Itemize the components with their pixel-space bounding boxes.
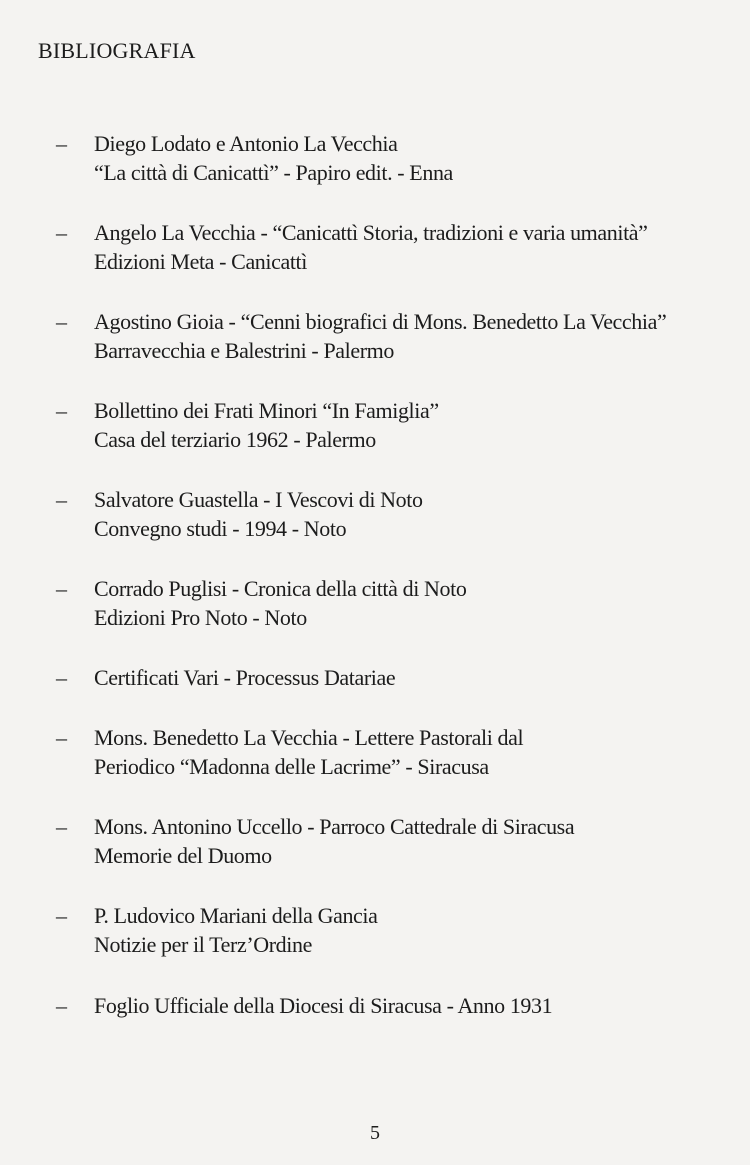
entry-dash: – [56, 398, 67, 423]
entry-text [94, 812, 574, 870]
entry-line: Memorie del Duomo [94, 843, 272, 868]
entry-text [94, 307, 666, 365]
entry-dash: – [56, 725, 67, 750]
entry-text [94, 485, 423, 543]
entry-dash: – [56, 487, 67, 512]
entry-line: Mons. Antonino Uccello - Parroco Cattedrale di Siracusa [94, 814, 575, 839]
entry-text [94, 723, 523, 781]
entry-line: Angelo La Vecchia - “Canicattì Storia, tradizioni e varia umanità” [94, 220, 648, 245]
entry-line: P. Ludovico Mariani della Gancia [94, 903, 378, 928]
entry-line: Mons. Benedetto La Vecchia - Lettere Pastorali dal [94, 725, 524, 750]
entry-dash: – [56, 131, 67, 156]
entry-dash: – [56, 903, 67, 928]
entry-text [94, 663, 395, 692]
entry-line: Diego Lodato e Antonio La Vecchia [94, 131, 398, 156]
entry-line: Barravecchia e Balestrini - Palermo [94, 338, 394, 363]
entry-text [94, 129, 453, 187]
entry-text [94, 574, 466, 632]
entry-dash: – [56, 220, 67, 245]
entry-line: Edizioni Pro Noto - Noto [94, 605, 307, 630]
entry-dash: – [56, 814, 67, 839]
entry-line: Corrado Puglisi - Cronica della città di Noto [94, 576, 467, 601]
entry-line: “La città di Canicattì” - Papiro edit. - Enna [94, 160, 453, 185]
entry-line: Agostino Gioia - “Cenni biografici di Mons. Benedetto La Vecchia” [94, 309, 667, 334]
entry-line: Periodico “Madonna delle Lacrime” - Siracusa [94, 754, 489, 779]
entry-line: Certificati Vari - Processus Datariae [94, 665, 396, 690]
entry-text [94, 396, 439, 454]
entry-line: Casa del terziario 1962 - Palermo [94, 427, 376, 452]
entry-dash: – [56, 309, 67, 334]
entry-text [94, 218, 648, 276]
entry-text [94, 991, 552, 1020]
entry-dash: – [56, 665, 67, 690]
entry-line: Edizioni Meta - Canicattì [94, 249, 307, 274]
page-number: 5 [370, 1122, 380, 1144]
entry-line: Convegno studi - 1994 - Noto [94, 516, 347, 541]
entry-text [94, 901, 378, 959]
entry-line: Notizie per il Terz’Ordine [94, 932, 312, 957]
entry-dash: – [56, 576, 67, 601]
entry-line: Foglio Ufficiale della Diocesi di Siracusa - Anno 1931 [94, 993, 553, 1018]
entry-line: Bollettino dei Frati Minori “In Famiglia” [94, 398, 439, 423]
entry-dash: – [56, 993, 67, 1018]
page-title: BIBLIOGRAFIA [38, 38, 196, 63]
entry-line: Salvatore Guastella - I Vescovi di Noto [94, 487, 423, 512]
